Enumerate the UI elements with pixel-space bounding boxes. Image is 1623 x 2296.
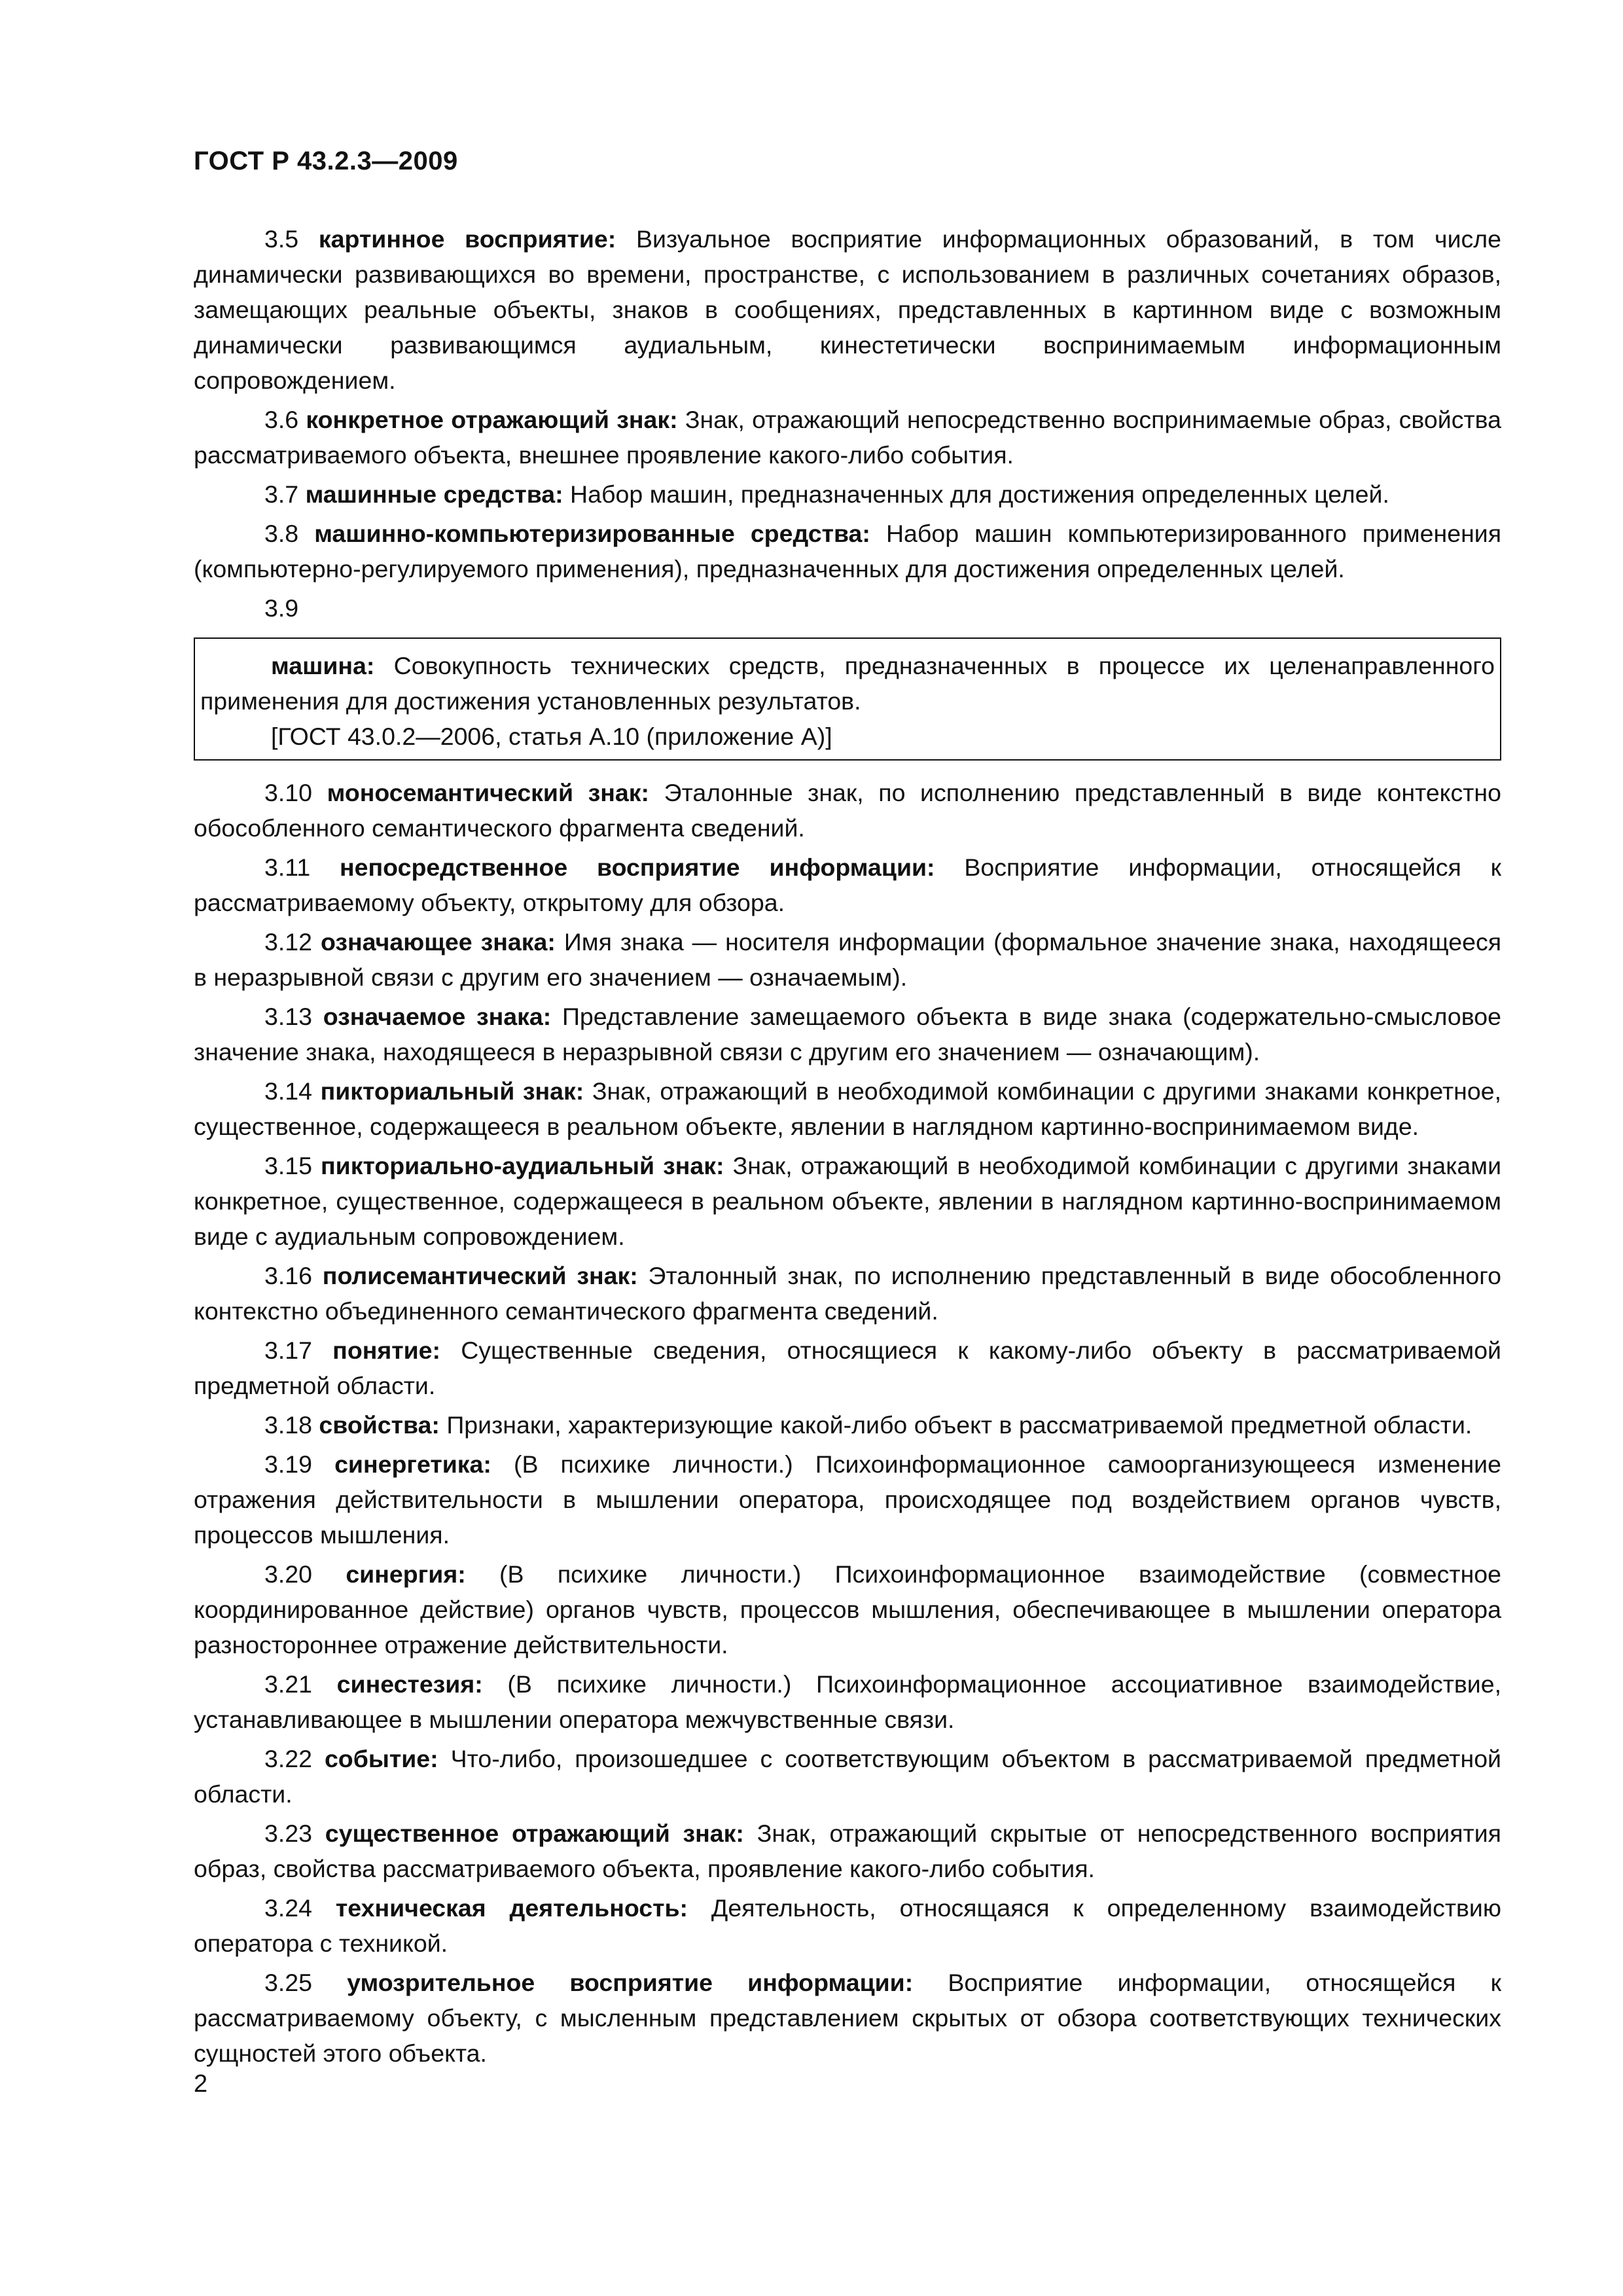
term-number: 3.15 — [264, 1152, 312, 1179]
term-definition: Признаки, характеризующие какой-либо объект в рассматриваемой предметной области. — [446, 1411, 1472, 1439]
term-title: полисемантический знак: — [322, 1262, 638, 1289]
term-number: 3.23 — [264, 1820, 312, 1847]
boxed-definition — [200, 648, 1495, 719]
term-number: 3.16 — [264, 1262, 312, 1289]
term-definition: Что-либо, произошедшее с соответствующим объектом в рассматриваемой предметной области. — [194, 1745, 1501, 1808]
term-entry — [194, 1407, 1501, 1443]
term-definition: Набор машин, предназначенных для достижения определенных целей. — [570, 480, 1389, 508]
term-number: 3.7 — [264, 480, 299, 508]
term-entry — [194, 1556, 1501, 1662]
term-definition: Знак, отражающий в необходимой комбинации с другими знаками конкретное, существенное, содержащееся в реальном объекте, явлении в наглядном картинно-воспринимаемом виде с аудиальным сопровождением. — [194, 1152, 1502, 1250]
term-number: 3.22 — [264, 1745, 312, 1772]
term-entry — [194, 1890, 1501, 1961]
term-entry — [194, 924, 1501, 995]
term-entry — [194, 1446, 1501, 1552]
term-number: 3.14 — [264, 1077, 312, 1105]
term-definition: (В психике личности.) Психоинформационное самоорганизующееся изменение отражения действительности в мышлении оператора, происходящее под воздействием органов чувств, процессов мышления. — [194, 1450, 1501, 1549]
term-entry — [194, 1258, 1501, 1329]
term-title: означающее знака: — [320, 928, 556, 956]
term-number: 3.10 — [264, 779, 312, 806]
term-title: понятие: — [332, 1336, 441, 1364]
term-title: моносемантический знак: — [327, 779, 650, 806]
term-title: свойства: — [319, 1411, 440, 1439]
term-number: 3.8 — [264, 520, 299, 547]
term-entry — [194, 476, 1501, 512]
term-definition: Восприятие информации, относящейся к рассматриваемому объекту, открытому для обзора. — [194, 853, 1502, 916]
term-title: умозрительное восприятие информации: — [347, 1969, 914, 1996]
term-definition: Эталонные знак, по исполнению представленный в виде контекстно обособленного семантического фрагмента сведений. — [194, 779, 1501, 842]
term-number: 3.11 — [264, 853, 311, 881]
term-entry — [194, 402, 1501, 473]
term-definition: Набор машин компьютеризированного применения (компьютерно-регулируемого применения), предназначенных для достижения определенных целей. — [194, 520, 1502, 583]
term-entry — [194, 590, 1501, 626]
term-entry — [194, 1666, 1501, 1737]
standard-header: ГОСТ Р 43.2.3—2009 — [194, 147, 458, 175]
term-title: машинные средства: — [305, 480, 563, 508]
term-number: 3.17 — [264, 1336, 312, 1364]
term-entry — [194, 1816, 1501, 1886]
term-definition: Знак, отражающий в необходимой комбинации с другими знаками конкретное, существенное, содержащееся в реальном объекте, явлении в наглядном картинно-воспринимаемом виде. — [194, 1077, 1501, 1140]
term-entry — [194, 850, 1501, 920]
term-title: картинное восприятие: — [318, 225, 616, 253]
terms-list-after — [194, 775, 1501, 2071]
term-entry — [194, 1148, 1501, 1254]
term-entry — [194, 1333, 1501, 1403]
term-title: конкретное отражающий знак: — [306, 406, 678, 433]
term-definition: (В психике личности.) Психоинформационное ассоциативное взаимодействие, устанавливающее в мышлении оператора межчувственные связи. — [194, 1670, 1502, 1733]
term-title: пикториально-аудиальный знак: — [321, 1152, 724, 1179]
term-title: синестезия: — [336, 1670, 483, 1698]
term-title: существенное отражающий знак: — [325, 1820, 744, 1847]
term-definition: Представление замещаемого объекта в виде знака (содержательно-смысловое значение знака, находящееся в неразрывной связи с другим его значением — означающим). — [194, 1003, 1502, 1066]
term-title: синергия: — [346, 1560, 466, 1588]
term-title: событие: — [324, 1745, 438, 1772]
term-number: 3.20 — [264, 1560, 312, 1588]
term-entry — [194, 1073, 1501, 1144]
term-number: 3.19 — [264, 1450, 312, 1478]
quoted-definition-box — [194, 637, 1501, 761]
term-number: 3.21 — [264, 1670, 312, 1698]
term-title: означаемое знака: — [323, 1003, 552, 1030]
term-number: 3.9 — [264, 594, 299, 622]
term-title: непосредственное восприятие информации: — [340, 853, 935, 881]
term-title: синергетика: — [334, 1450, 491, 1478]
term-number: 3.25 — [264, 1969, 312, 1996]
term-definition: Знак, отражающий непосредственно воспринимаемые образ, свойства рассматриваемого объекта, внешнее проявление какого-либо события. — [194, 406, 1501, 469]
term-definition: Восприятие информации, относящейся к рассматриваемому объекту, с мысленным представлением скрытых от обзора соответствующих технических сущностей этого объекта. — [194, 1969, 1501, 2067]
term-entry — [194, 999, 1501, 1069]
term-number: 3.13 — [264, 1003, 312, 1030]
term-definition: Имя знака — носителя информации (формальное значение знака, находящееся в неразрывной связи с другим его значением — означаемым). — [194, 928, 1502, 991]
page-number: 2 — [194, 2070, 208, 2098]
term-entry — [194, 516, 1501, 586]
term-definition: Существенные сведения, относящиеся к какому-либо объекту в рассматриваемой предметной области. — [194, 1336, 1501, 1399]
term-title: машинно-компьютеризированные средства: — [314, 520, 870, 547]
boxed-reference: [ГОСТ 43.0.2—2006, статья А.10 (приложение А)] — [271, 723, 832, 750]
term-entry — [194, 1741, 1501, 1812]
term-title: пикториальный знак: — [320, 1077, 584, 1105]
term-entry — [194, 221, 1501, 398]
term-definition: (В психике личности.) Психоинформационное взаимодействие (совместное координированное действие) органов чувств, процессов мышления, обеспечивающее в мышлении оператора разностороннее отражение действительности. — [194, 1560, 1501, 1659]
boxed-term-definition: Совокупность технических средств, предназначенных в процессе их целенаправленного применения для достижения установленных результатов. — [200, 652, 1495, 715]
term-entry — [194, 775, 1501, 846]
term-number: 3.5 — [264, 225, 299, 253]
terms-list-before — [194, 221, 1501, 626]
term-definition: Эталонный знак, по исполнению представленный в виде обособленного контекстно объединенного семантического фрагмента сведений. — [194, 1262, 1501, 1325]
term-definition: Деятельность, относящаяся к определенному взаимодействию оператора с техникой. — [194, 1894, 1501, 1957]
term-number: 3.18 — [264, 1411, 312, 1439]
term-number: 3.12 — [264, 928, 312, 956]
boxed-term: машина: — [271, 652, 375, 679]
term-number: 3.24 — [264, 1894, 312, 1922]
document-body — [194, 221, 1501, 2075]
term-definition: Визуальное восприятие информационных образований, в том числе динамически развивающихся во времени, пространстве, с использованием в различных сочетаниях образов, замещающих реальные объекты, знаков в сообщениях, представленных в картинном виде с возможным динамически развивающимся аудиальным, кинестетически воспринимаемым информационным сопровождением. — [194, 225, 1502, 394]
term-entry — [194, 1965, 1501, 2071]
term-definition: Знак, отражающий скрытые от непосредственного восприятия образ, свойства рассматриваемого объекта, проявление какого-либо события. — [194, 1820, 1501, 1882]
term-number: 3.6 — [264, 406, 299, 433]
term-title: техническая деятельность: — [335, 1894, 688, 1922]
